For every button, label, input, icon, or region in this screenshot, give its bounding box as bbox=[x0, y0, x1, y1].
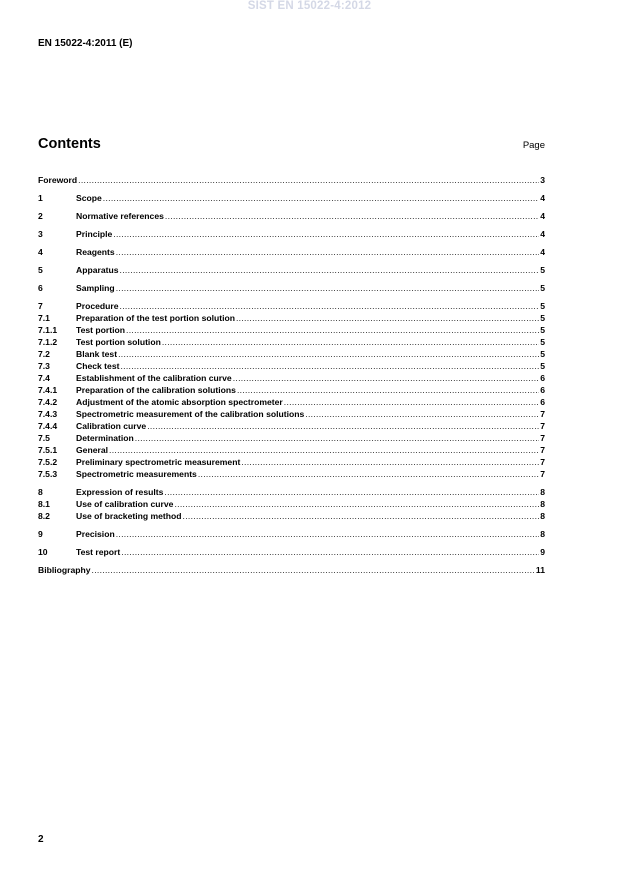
toc-entry-title: Normative references bbox=[76, 211, 164, 221]
toc-entry-page: 6 bbox=[540, 385, 545, 395]
toc-entry-title: Test portion bbox=[76, 325, 126, 335]
toc-entry-8-2[interactable] bbox=[38, 510, 545, 522]
toc-entry-title: Check test bbox=[76, 361, 120, 371]
toc-entry-number: 7.4.2 bbox=[38, 397, 58, 407]
toc-entry-page: 6 bbox=[540, 397, 545, 407]
toc-entry-page: 7 bbox=[540, 433, 545, 443]
toc-entry-title: Preliminary spectrometric measurement bbox=[76, 457, 241, 467]
toc-dot-leader bbox=[121, 546, 539, 558]
toc-dot-leader bbox=[198, 468, 539, 480]
toc-dot-leader bbox=[113, 228, 539, 240]
toc-entry-7-5-2[interactable] bbox=[38, 456, 545, 468]
toc-entry-title: Determination bbox=[76, 433, 134, 443]
toc-dot-leader bbox=[233, 372, 540, 384]
toc-entry-number: 7.4 bbox=[38, 373, 50, 383]
toc-dot-leader bbox=[120, 360, 539, 372]
toc-entry-title: Test portion solution bbox=[76, 337, 161, 347]
toc-entry-7[interactable] bbox=[38, 300, 545, 312]
toc-entry-page: 7 bbox=[540, 421, 545, 431]
toc-entry-7-1[interactable] bbox=[38, 312, 545, 324]
toc-entry-title: Sampling bbox=[76, 283, 115, 293]
toc-dot-leader bbox=[78, 174, 539, 186]
toc-entry-number: 7.4.3 bbox=[38, 409, 58, 419]
toc-entry-number: 7.4.1 bbox=[38, 385, 58, 395]
toc-entry-page: 5 bbox=[540, 349, 545, 359]
toc-entry-foreword[interactable] bbox=[38, 174, 545, 186]
toc-entry-page: 8 bbox=[540, 529, 545, 539]
toc-dot-leader bbox=[237, 384, 539, 396]
toc-entry-title: General bbox=[76, 445, 109, 455]
toc-entry-number: 3 bbox=[38, 229, 43, 239]
toc-entry-title: Spectrometric measurements bbox=[76, 469, 197, 479]
toc-entry-page: 3 bbox=[540, 175, 545, 185]
toc-entry-number: 7.5.1 bbox=[38, 445, 58, 455]
toc-entry-7-5[interactable] bbox=[38, 432, 545, 444]
toc-entry-5[interactable] bbox=[38, 264, 545, 276]
toc-entry-9[interactable] bbox=[38, 528, 545, 540]
toc-dot-leader bbox=[183, 510, 540, 522]
toc-entry-4[interactable] bbox=[38, 246, 545, 258]
toc-entry-number: 7.1.1 bbox=[38, 325, 58, 335]
toc-dot-leader bbox=[236, 312, 539, 324]
toc-entry-title: Precision bbox=[76, 529, 115, 539]
toc-entry-page: 7 bbox=[540, 469, 545, 479]
toc-entry-page: 9 bbox=[540, 547, 545, 557]
toc-entry-page: 11 bbox=[535, 565, 545, 575]
toc-dot-leader bbox=[109, 444, 539, 456]
toc-dot-leader bbox=[116, 246, 540, 258]
toc-entry-3[interactable] bbox=[38, 228, 545, 240]
toc-entry-page: 5 bbox=[540, 325, 545, 335]
toc-entry-title: Preparation of the calibration solutions bbox=[76, 385, 236, 395]
toc-entry-page: 8 bbox=[540, 499, 545, 509]
toc-entry-page: 5 bbox=[540, 283, 545, 293]
toc-entry-page: 8 bbox=[540, 511, 545, 521]
toc-entry-7-3[interactable] bbox=[38, 360, 545, 372]
toc-dot-leader bbox=[305, 408, 539, 420]
watermark: SIST EN 15022-4:2012 bbox=[247, 0, 372, 12]
toc-dot-leader bbox=[164, 486, 539, 498]
toc-entry-7-4[interactable] bbox=[38, 372, 545, 384]
contents-title: Contents bbox=[38, 136, 101, 152]
toc-entry-title: Spectrometric measurement of the calibration solutions bbox=[76, 409, 305, 419]
toc-dot-leader bbox=[120, 300, 540, 312]
toc-entry-title: Foreword bbox=[38, 175, 78, 185]
toc-entry-7-4-4[interactable] bbox=[38, 420, 545, 432]
toc-entry-number: 7.5.2 bbox=[38, 457, 58, 467]
toc-entry-page: 6 bbox=[540, 373, 545, 383]
toc-entry-number: 8.2 bbox=[38, 511, 50, 521]
toc-entry-number: 7.1 bbox=[38, 313, 50, 323]
toc-dot-leader bbox=[92, 564, 535, 576]
toc-entry-title: Procedure bbox=[76, 301, 119, 311]
toc-entry-title: Bibliography bbox=[38, 565, 91, 575]
toc-entry-title: Test report bbox=[76, 547, 121, 557]
toc-dot-leader bbox=[174, 498, 539, 510]
toc-entry-page: 7 bbox=[540, 409, 545, 419]
toc-entry-title: Calibration curve bbox=[76, 421, 147, 431]
toc-dot-leader bbox=[147, 420, 539, 432]
toc-entry-title: Expression of results bbox=[76, 487, 164, 497]
toc-entry-7-5-3[interactable] bbox=[38, 468, 545, 480]
toc-entry-page: 4 bbox=[540, 229, 545, 239]
toc-entry-7-4-2[interactable] bbox=[38, 396, 545, 408]
toc-entry-title: Scope bbox=[76, 193, 102, 203]
toc-entry-number: 7 bbox=[38, 301, 43, 311]
toc-entry-number: 5 bbox=[38, 265, 43, 275]
toc-entry-1[interactable] bbox=[38, 192, 545, 204]
toc-entry-number: 7.2 bbox=[38, 349, 50, 359]
toc-entry-number: 7.3 bbox=[38, 361, 50, 371]
toc-entry-bibliography[interactable] bbox=[38, 564, 545, 576]
toc-entry-title: Apparatus bbox=[76, 265, 119, 275]
toc-entry-7-2[interactable] bbox=[38, 348, 545, 360]
toc-dot-leader bbox=[120, 264, 540, 276]
toc-entry-number: 6 bbox=[38, 283, 43, 293]
toc-entry-8[interactable] bbox=[38, 486, 545, 498]
toc-dot-leader bbox=[103, 192, 539, 204]
toc-entry-7-1-1[interactable] bbox=[38, 324, 545, 336]
toc-dot-leader bbox=[118, 348, 539, 360]
toc-entry-number: 8.1 bbox=[38, 499, 50, 509]
toc-entry-page: 4 bbox=[540, 247, 545, 257]
table-of-contents bbox=[38, 174, 545, 576]
toc-entry-page: 5 bbox=[540, 313, 545, 323]
toc-entry-title: Preparation of the test portion solution bbox=[76, 313, 235, 323]
page-column-label: Page bbox=[522, 140, 545, 151]
toc-entry-title: Reagents bbox=[76, 247, 115, 257]
toc-entry-number: 7.5.3 bbox=[38, 469, 58, 479]
toc-entry-title: Adjustment of the atomic absorption spectrometer bbox=[76, 397, 283, 407]
toc-entry-7-5-1[interactable] bbox=[38, 444, 545, 456]
toc-dot-leader bbox=[135, 432, 539, 444]
toc-entry-number: 7.4.4 bbox=[38, 421, 58, 431]
toc-dot-leader bbox=[126, 324, 539, 336]
toc-dot-leader bbox=[116, 528, 540, 540]
toc-dot-leader bbox=[162, 336, 539, 348]
toc-entry-number: 7.1.2 bbox=[38, 337, 58, 347]
toc-entry-page: 4 bbox=[540, 211, 545, 221]
toc-entry-7-4-3[interactable] bbox=[38, 408, 545, 420]
toc-dot-leader bbox=[116, 282, 540, 294]
toc-dot-leader bbox=[165, 210, 539, 222]
toc-dot-leader bbox=[284, 396, 539, 408]
toc-entry-number: 7.5 bbox=[38, 433, 50, 443]
toc-entry-page: 7 bbox=[540, 457, 545, 467]
toc-entry-number: 4 bbox=[38, 247, 43, 257]
toc-entry-number: 2 bbox=[38, 211, 43, 221]
toc-entry-title: Establishment of the calibration curve bbox=[76, 373, 232, 383]
toc-entry-page: 5 bbox=[540, 301, 545, 311]
toc-entry-page: 5 bbox=[540, 361, 545, 371]
toc-entry-2[interactable] bbox=[38, 210, 545, 222]
toc-entry-7-4-1[interactable] bbox=[38, 384, 545, 396]
toc-entry-title: Blank test bbox=[76, 349, 118, 359]
toc-entry-page: 5 bbox=[540, 265, 545, 275]
toc-entry-page: 4 bbox=[540, 193, 545, 203]
toc-entry-10[interactable] bbox=[38, 546, 545, 558]
toc-entry-title: Use of bracketing method bbox=[76, 511, 182, 521]
toc-dot-leader bbox=[241, 456, 539, 468]
toc-entry-6[interactable] bbox=[38, 282, 545, 294]
toc-entry-number: 10 bbox=[38, 547, 48, 557]
toc-entry-8-1[interactable] bbox=[38, 498, 545, 510]
toc-entry-number: 9 bbox=[38, 529, 43, 539]
toc-entry-title: Use of calibration curve bbox=[76, 499, 174, 509]
toc-entry-page: 5 bbox=[540, 337, 545, 347]
toc-entry-page: 8 bbox=[540, 487, 545, 497]
toc-entry-page: 7 bbox=[540, 445, 545, 455]
document-id: EN 15022-4:2011 (E) bbox=[38, 38, 133, 49]
toc-entry-number: 1 bbox=[38, 193, 43, 203]
toc-entry-title: Principle bbox=[76, 229, 113, 239]
toc-entry-number: 8 bbox=[38, 487, 43, 497]
page-number: 2 bbox=[38, 834, 44, 845]
toc-entry-7-1-2[interactable] bbox=[38, 336, 545, 348]
